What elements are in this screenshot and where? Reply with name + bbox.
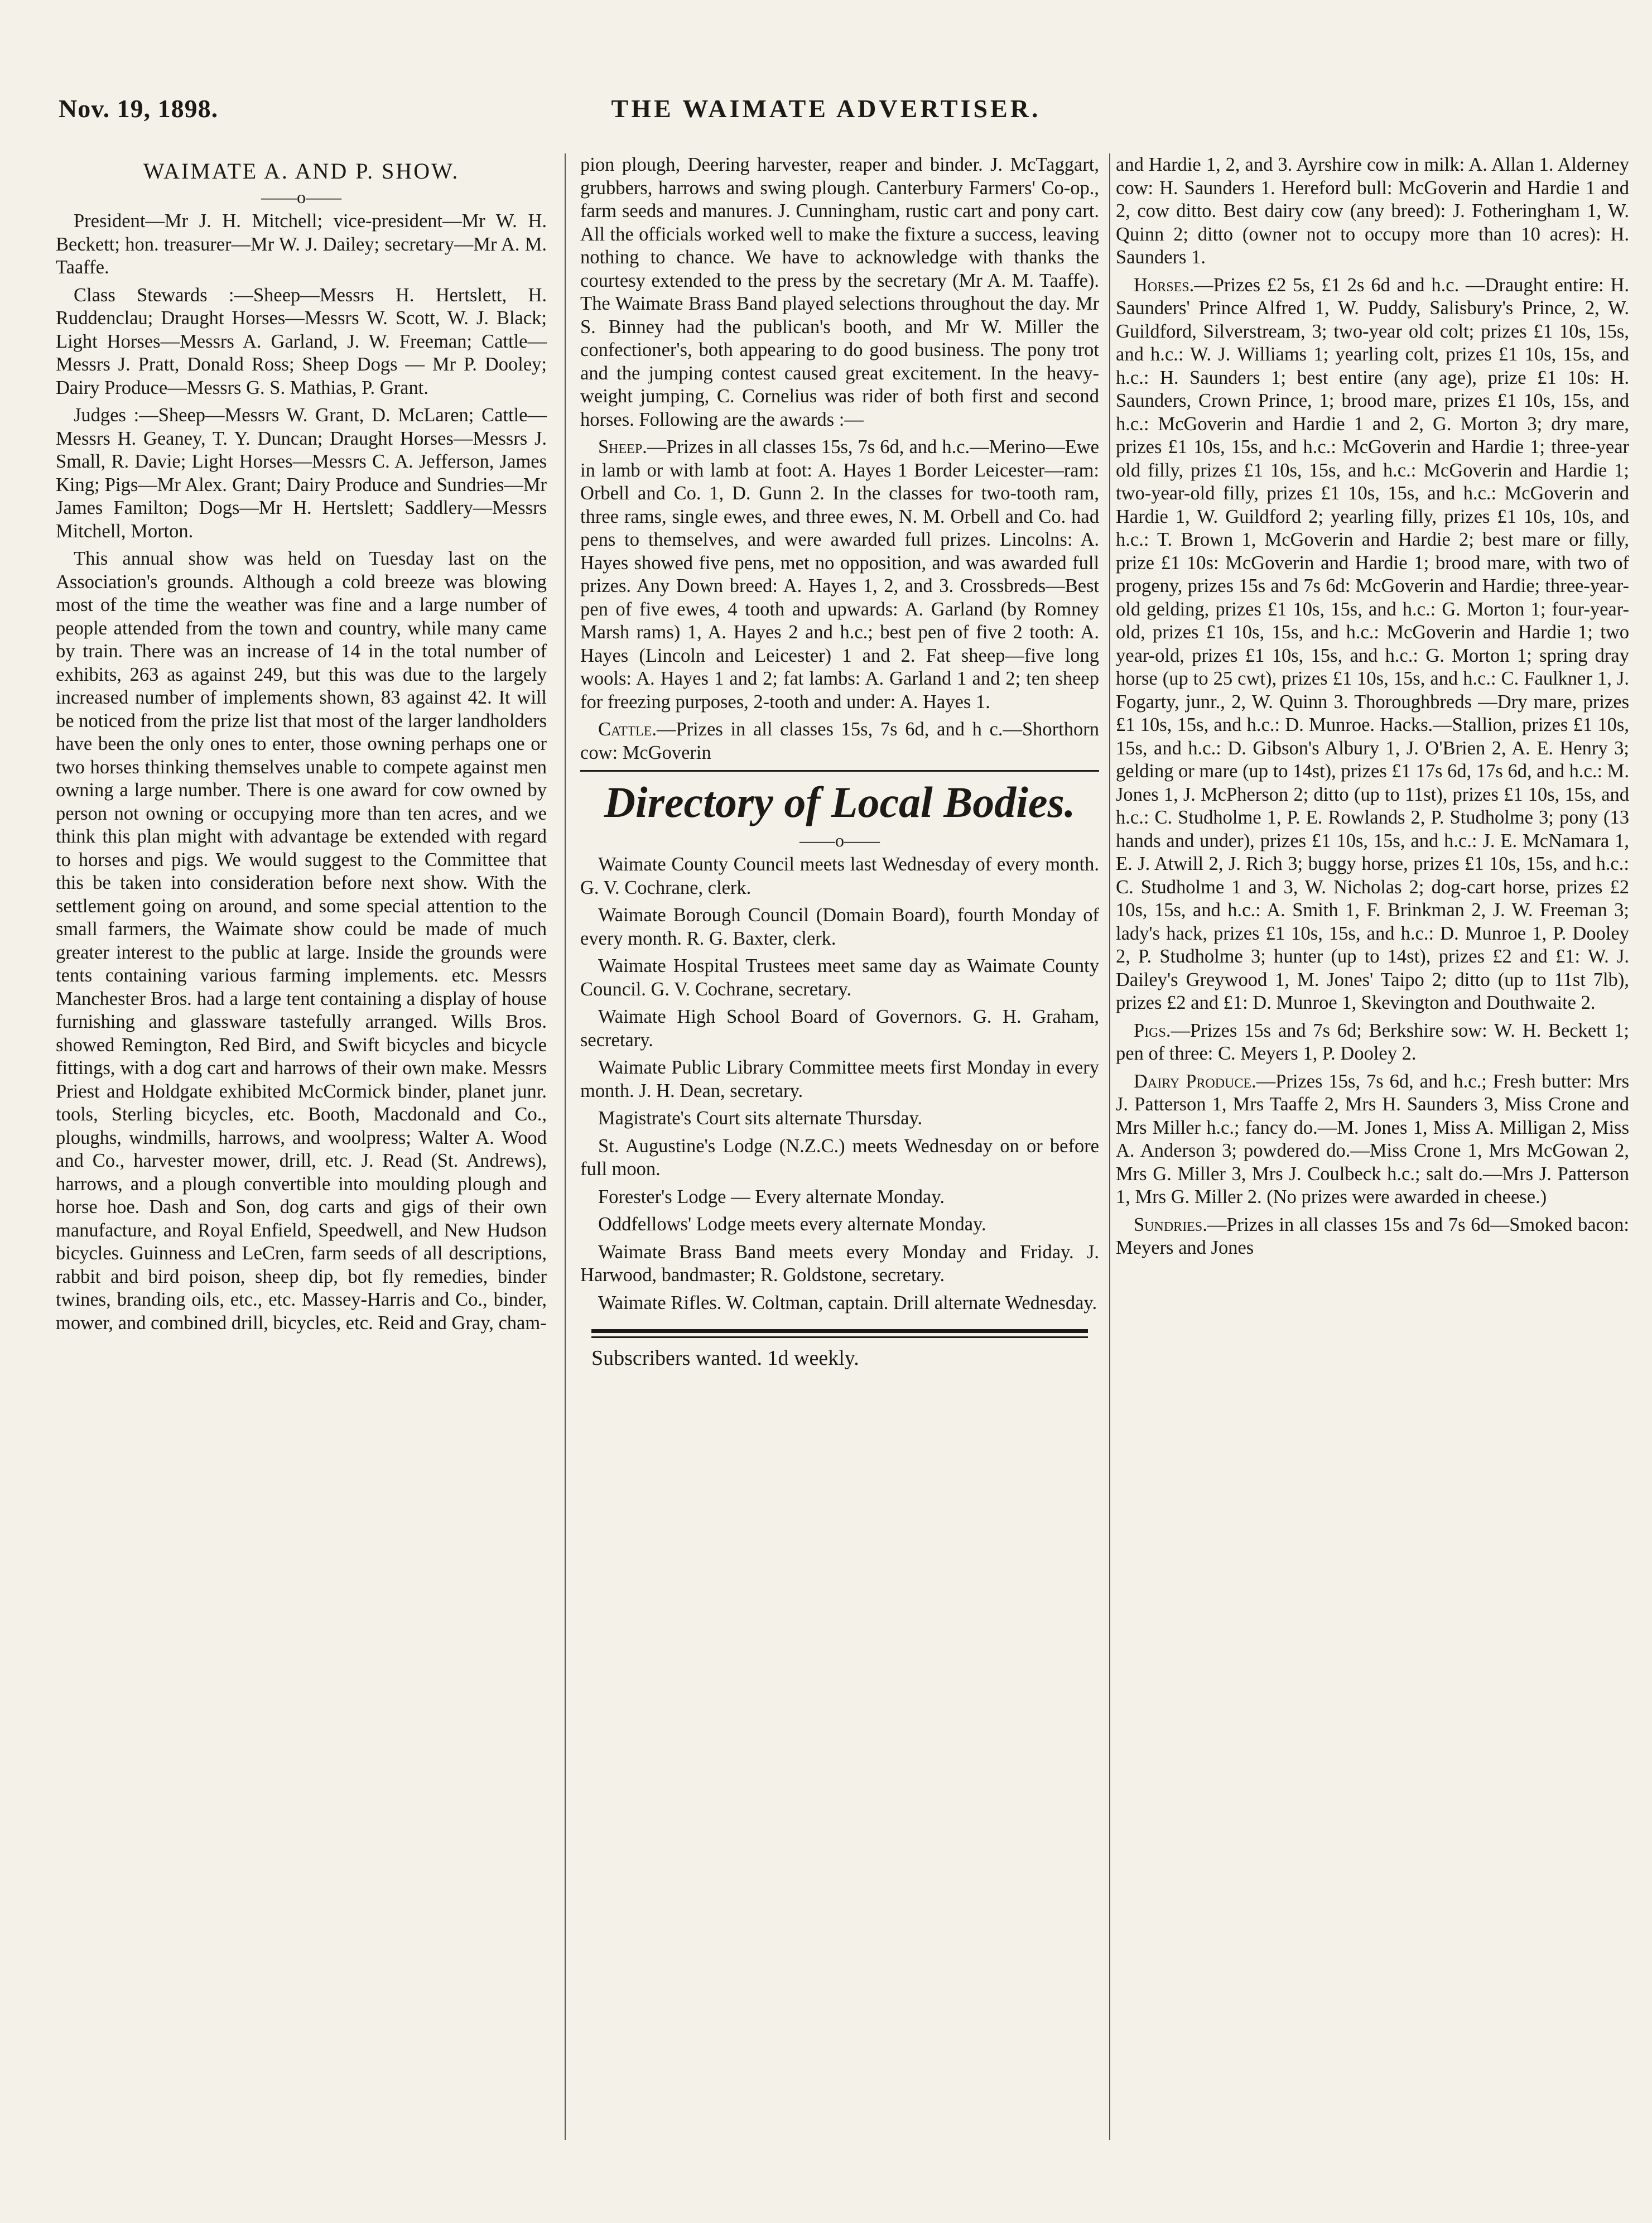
sheep-awards (580, 436, 1099, 714)
directory-entry: Waimate Hospital Trustees meet same day as Waimate County Council. G. V. Cochrane, secretary. (580, 955, 1099, 1000)
stewards-paragraph: Class Stewards :—Sheep—Messrs H. Hertslett, H. Ruddenclau; Draught Horses—Messrs W. Scott, W. J. Black; Light Horses—Messrs A. Garland, J. W. Freeman; Cattle—Messrs J. Pratt, Donald Ross; Sheep Dogs — Mr P. Dooley; Dairy Produce—Messrs G. S. Mathias, P. Grant. (56, 284, 547, 398)
column-2 (580, 153, 1099, 1370)
directory-entry: Waimate Rifles. W. Coltman, captain. Drill alternate Wednesday. (598, 1292, 1097, 1313)
pigs-label: Pigs. (1134, 1019, 1171, 1041)
directory-entry: Forester's Lodge — Every alternate Monday. (598, 1186, 945, 1207)
dairy-label: Dairy Produce. (1134, 1070, 1256, 1092)
column-3 (1116, 153, 1629, 1264)
dairy-awards (1116, 1070, 1629, 1209)
article-heading: WAIMATE A. AND P. SHOW. (143, 158, 460, 184)
sundries-text: —Prizes in all classes 15s and 7s 6d—Smoked bacon: Meyers and Jones (1116, 1214, 1629, 1258)
cattle-label: Cattle. (598, 719, 657, 740)
column-rule (1109, 153, 1110, 2140)
directory-heading: Directory of Local Bodies. (604, 778, 1076, 826)
dairy-text: —Prizes 15s, 7s 6d, and h.c.; Fresh butter: Mrs J. Patterson 1, Mrs Taaffe 2, Mrs H. Saunders 3, Miss Crone and Mrs Miller h.c.; fancy do.—M. Jones 1, Miss A. Milligan 2, Miss A. Anderson 3; powdered do.—Miss Crone 1, Mrs McGowan 2, Mrs G. Miller 3, Mrs J. Coulbeck h.c.; salt do.—Mrs J. Patterson 1, Mrs G. Miller 2. (No prizes were awarded in cheese.) (1116, 1070, 1629, 1207)
ornament: ——o—— (261, 187, 341, 207)
directory-entry: Magistrate's Court sits alternate Thursday. (598, 1108, 923, 1129)
cattle-text: —Prizes in all classes 15s, 7s 6d, and h c.—Shorthorn cow: McGoverin (580, 719, 1099, 763)
newspaper-title: THE WAIMATE ADVERTISER. (611, 94, 1041, 123)
directory-entry: Waimate Brass Band meets every Monday and Friday. J. Harwood, bandmaster; R. Goldstone, secretary. (580, 1241, 1099, 1286)
sundries-label: Sundries. (1134, 1214, 1207, 1235)
sheep-label: Sheep. (598, 436, 647, 458)
cattle-awards (580, 718, 1099, 764)
report-continued-paragraph: pion plough, Deering harvester, reaper and binder. J. McTaggart, grubbers, harrows and swing plough. Canterbury Farmers' Co-op., farm seeds and manures. J. Cunningham, rustic cart and pony cart. All the officials worked well to make the fixture a success, leaving nothing to chance. We have to acknowledge with thanks the courtesy extended to the press by the secretary (Mr A. M. Taaffe). The Waimate Brass Band played selections throughout the day. Mr S. Binney had the publican's booth, and Mr W. Miller the confectioner's, both appearing to do good business. The pony trot and the jumping contest caused great excitement. In the heavy-weight jumping, C. Cornelius was rider of both first and second horses. Following are the awards :— (580, 154, 1099, 430)
pigs-text: —Prizes 15s and 7s 6d; Berkshire sow: W. H. Beckett 1; pen of three: C. Meyers 1, P. Dooley 2. (1116, 1019, 1629, 1064)
horses-text: —Prizes £2 5s, £1 2s 6d and h.c. —Draught entire: H. Saunders' Prince Alfred 1, W. Puddy, Salisbury's Prince, 2, W. Guildford, Silverstream, 3; two-year old colt; prizes £1 10s, 15s, and h.c.: W. J. Williams 1; yearling colt, prizes £1 10s, 15s, and h.c.: H. Saunders 1; best entire (any age), prize £1 10s: H. Saunders, Crown Prince, 1; brood mare, prizes £1 10s, 15s, and h.c.: McGoverin and Hardie 1 and 2, G. Morton 3; dry mare, prizes £1 10s, 15s, and h.c.: McGoverin and Hardie 1; three-year old filly, prizes £1 10s, 15s, and h.c.: McGoverin and Hardie 1; two-year-old filly, prizes £1 10s, 15s, and h.c.: McGoverin and Hardie 1, W. Guildford 2; yearling filly, prizes £1 10s, 10s, and h.c.: T. Brown 1, McGoverin and Hardie 2; best mare or filly, prize £1 10s: McGoverin and Hardie 1; brood mare, with two of progeny, prizes 15s and 7s 6d: McGoverin and Hardie; three-year-old gelding, prizes £1 10s, 15s, and h.c.: G. Morton 1; four-year-old, prizes £1 10s, 15s, and h.c.: McGoverin and Hardie 1; two year-old, prizes £1 10s, 15s, and h.c.: G. Morton 1; spring dray horse (up to 25 cwt), prizes £1 10s, 15s, and h.c.: C. Faulkner 1, J. Fogarty, junr., 2, W. Quinn 3. Thoroughbreds —Dry mare, prizes £1 10s, 15s, and h.c.: D. Munroe. Hacks.—Stallion, prizes £1 10s, 15s, and h.c.: D. Gibson's Albury 1, J. O'Brien 2, A. E. Henry 3; gelding or mare (up to 14st), prizes £1 17s 6d, 17s 6d, and h.c.: M. Jones 1, J. McPherson 2; ditto (up to 11st), prizes £1 10s, 15s, and h.c.: C. Studholme 1, P. E. Rowlands 2, P. Studholme 3; pony (13 hands and under), prizes £1 10s, 15s, and h.c.: J. E. McNamara 1, E. J. Atwill 2, J. Rich 3; buggy horse, prizes £1 10s, 15s, and h.c.: C. Studholme 1 and 3, W. Nicholas 2; dog-cart horse, prizes £2 10s, 15s, and h.c.: A. Smith 1, F. Brinkman 2, J. W. Freeman 3; lady's hack, prizes £1 10s, 15s, and h.c.: D. Munroe 1, P. Dooley 2, P. Studholme 3; hunter (up to 14st), prizes £2 and £1: W. J. Dailey's Greywood 1, M. Jones' Taipo 2; ditto (up to 11st 7lb), prizes £2 and £1: D. Munroe 1, Skevington and Douthwaite 2. (1116, 274, 1629, 1013)
report-paragraph: This annual show was held on Tuesday last on the Association's grounds. Although a cold breeze was blowing most of the time the weather was fine and a large number of people attended from the town and country, while many came by train. There was an increase of 14 in the total number of exhibits, 263 as against 249, but this was due to the largely increased number of implements shown, 83 against 42. It will be noticed from the prize list that most of the larger landholders have been the only ones to enter, those owning perhaps one or two horses thinking themselves unable to compete against men owning a large number. There is one award for cow owned by person not owning or occupying more than ten acres, and we think this plan might with advantage be extended with regard to horses and pigs. We would suggest to the Committee that this be taken into consideration before next show. With the settlement going on around, and some special attention to the small farmers, the Waimate show could be made of much greater interest to the public at large. Inside the grounds were tents containing various farming implements. etc. Messrs Manchester Bros. had a large tent containing a display of house furnishing and glassware tastefully arranged. Wills Bros. showed Remington, Red Bird, and Swift bicycles and bicycle fittings, with a dog cart and harrows of their own make. Messrs Priest and Holdgate exhibited McCormick binder, planet junr. tools, Sterling bicycles, etc. Booth, Macdonald and Co., ploughs, windmills, harrows, and woolpress; Walter A. Wood and Co., harvester mower, drill, etc. J. Read (St. Andrews), harrows, and a plough convertible into moulding plough and horse hoe. Dash and Son, dog carts and gigs of their own manufacture, and Royal Enfield, Speedwell, and New Hudson bicycles. Guinness and LeCren, farm seeds of all descriptions, rabbit and bird poison, sheep dip, bot fly remedies, binder twines, branding oils, etc., etc. Massey-Harris and Co., binder, mower, and combined drill, bicycles, etc. Reid and Gray, cham- (56, 548, 547, 1334)
masthead (0, 94, 1652, 133)
section-divider (580, 770, 1099, 772)
directory-entry: Waimate High School Board of Governors. G. H. Graham, secretary. (580, 1006, 1099, 1051)
thin-rule (591, 1336, 1088, 1338)
directory-entry: Waimate County Council meets last Wednesday of every month. G. V. Cochrane, clerk. (580, 854, 1099, 898)
horses-label: Horses. (1134, 274, 1195, 296)
pigs-awards (1116, 1019, 1629, 1066)
directory-entry: Waimate Borough Council (Domain Board), fourth Monday of every month. R. G. Baxter, clerk. (580, 904, 1099, 949)
sheep-text: —Prizes in all classes 15s, 7s 6d, and h.c.—Merino—Ewe in lamb or with lamb at foot: A. Hayes 1 Border Leicester—ram: Orbell and Co. 1, D. Gunn 2. In the classes for two-tooth ram, three rams, single ewes, and three ewes, N. M. Orbell and Co. had pens to themselves, and were awarded full prizes. Lincolns: A. Hayes showed five pens, met no opposition, and was awarded full prizes. Any Down breed: A. Hayes 1, 2, and 3. Crossbreds—Best pen of five ewes, 4 tooth and upwards: A. Garland (by Romney Marsh rams) 1, A. Hayes 2 and h.c.; best pen of five 2 tooth: A. Hayes (Lincoln and Leicester) 1 and 2. Fat sheep—five long wools: A. Hayes 1 and 2; fat lambs: A. Garland 1 and 2; ten sheep for freezing purposes, 2-tooth and under: A. Hayes 1. (580, 436, 1099, 713)
horses-awards (1116, 274, 1629, 1015)
column-rule (565, 153, 566, 2140)
thick-rule (591, 1329, 1088, 1333)
judges-paragraph: Judges :—Sheep—Messrs W. Grant, D. McLaren; Cattle—Messrs H. Geaney, T. Y. Duncan; Draught Horses—Messrs J. Small, R. Davie; Light Horses—Messrs C. A. Jefferson, James King; Pigs—Mr Alex. Grant; Dairy Produce and Sundries—Mr James Familton; Dogs—Mr H. Hertslett; Saddlery—Messrs Mitchell, Morton. (56, 405, 547, 542)
cattle-awards-continued: and Hardie 1, 2, and 3. Ayrshire cow in milk: A. Allan 1. Alderney cow: H. Saunders 1. Hereford bull: McGoverin and Hardie 1 and 2, cow ditto. Best dairy cow (any breed): J. Fotheringham 1, W. Quinn 2; ditto (owner not to occupy more than 10 acres): H. Saunders 1. (1116, 154, 1629, 268)
directory-entry: St. Augustine's Lodge (N.Z.C.) meets Wednesday on or before full moon. (580, 1135, 1099, 1180)
officers-paragraph: President—Mr J. H. Mitchell; vice-president—Mr W. H. Beckett; hon. treasurer—Mr W. J. Dailey; secretary—Mr A. M. Taaffe. (56, 210, 547, 278)
subscribers-notice: Subscribers wanted. 1d weekly. (591, 1346, 859, 1370)
directory-entry: Oddfellows' Lodge meets every alternate Monday. (598, 1214, 986, 1235)
ornament: ——o—— (799, 830, 880, 850)
column-1 (56, 153, 547, 1339)
directory-entry: Waimate Public Library Committee meets first Monday in every month. J. H. Dean, secretary. (580, 1057, 1099, 1101)
issue-date: Nov. 19, 1898. (59, 94, 219, 123)
sundries-awards (1116, 1214, 1629, 1260)
